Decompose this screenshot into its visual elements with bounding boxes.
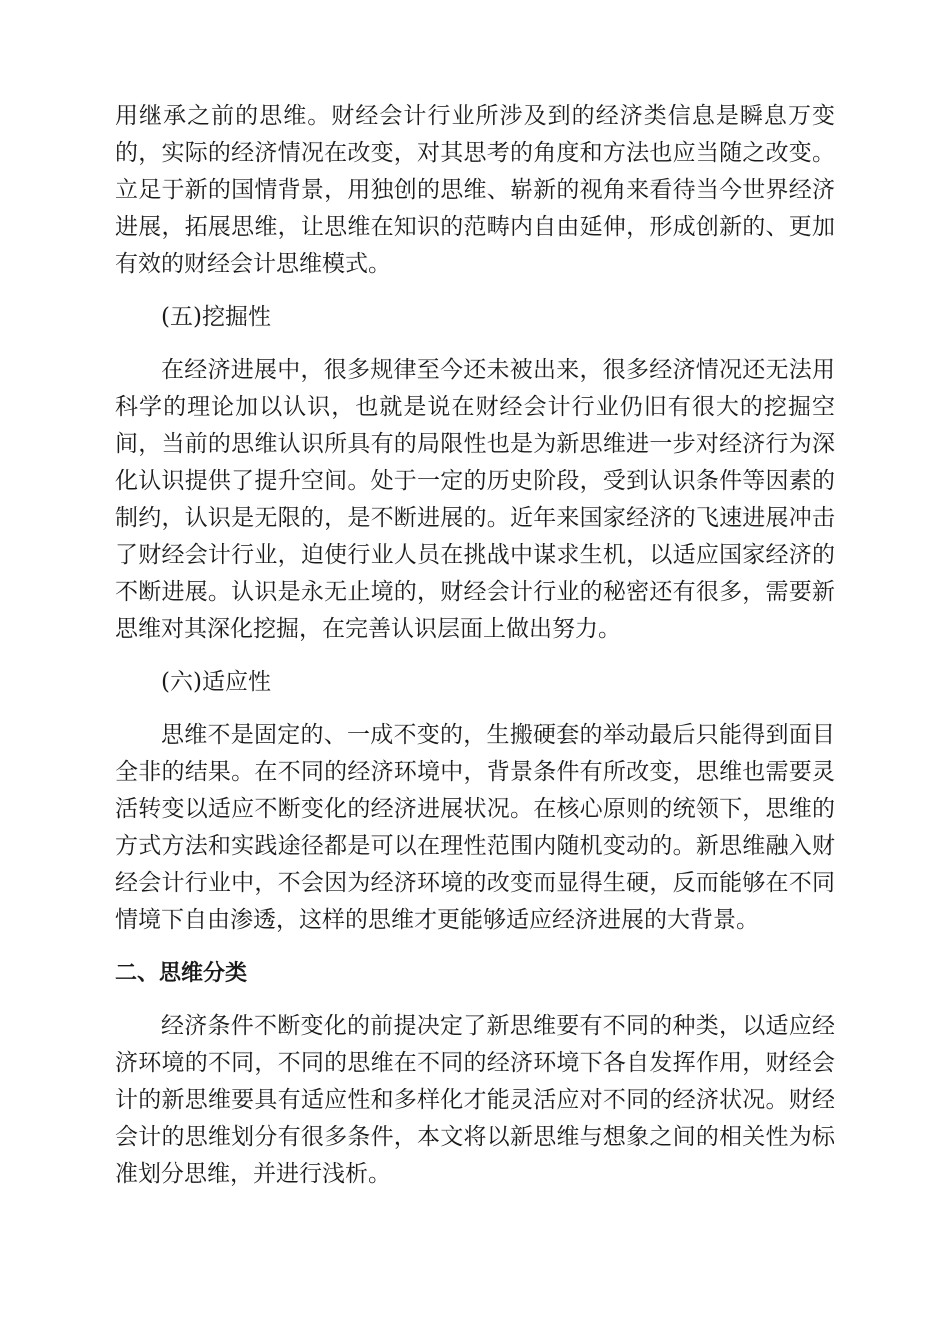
section-heading-siwei-fenlei: 二、思维分类 xyxy=(115,961,248,986)
paragraph-wajuexing: 在经济进展中，很多规律至今还未被出来，很多经济情况还无法用科学的理论加以认识，也就是说在财经会计行业仍旧有很大的挖掘空间，当前的思维认识所具有的局限性也是为新思维进一步对经济行为深化认识提供了提升空间。处于一定的历史阶段，受到认识条件等因素的制约，认识是无限的，是不断进展的。近年来国家经济的飞速进展冲击了财经会计行业，迫使行业人员在挑战中谋求生机，以适应国家经济的不断进展。认识是永无止境的，财经会计行业的秘密还有很多，需要新思维对其深化挖掘，在完善认识层面上做出努力。 xyxy=(115,357,835,642)
paragraph-continuation: 用继承之前的思维。财经会计行业所涉及到的经济类信息是瞬息万变的，实际的经济情况在改变，对其思考的角度和方法也应当随之改变。立足于新的国情背景，用独创的思维、崭新的视角来看待当今世界经济进展，拓展思维，让思维在知识的范畴内自由延伸，形成创新的、更加有效的财经会计思维模式。 xyxy=(115,103,835,277)
paragraph-shiyingxing: 思维不是固定的、一成不变的，生搬硬套的举动最后只能得到面目全非的结果。在不同的经济环境中，背景条件有所改变，思维也需要灵活转变以适应不断变化的经济进展状况。在核心原则的统领下，思维的方式方法和实践途径都是可以在理性范围内随机变动的。新思维融入财经会计行业中，不会因为经济环境的改变而显得生硬，反而能够在不同情境下自由渗透，这样的思维才更能够适应经济进展的大背景。 xyxy=(115,722,835,933)
paragraph-siwei-fenlei: 经济条件不断变化的前提决定了新思维要有不同的种类，以适应经济环境的不同，不同的思维在不同的经济环境下各自发挥作用，财经会计的新思维要具有适应性和多样化才能灵活应对不同的经济状况。财经会计的思维划分有很多条件，本文将以新思维与想象之间的相关性为标准划分思维，并进行浅析。 xyxy=(115,1013,835,1187)
document-page xyxy=(115,98,835,1209)
subheading-wajuexing: (五)挖掘性 xyxy=(161,304,271,330)
subheading-shiyingxing: (六)适应性 xyxy=(161,669,271,695)
